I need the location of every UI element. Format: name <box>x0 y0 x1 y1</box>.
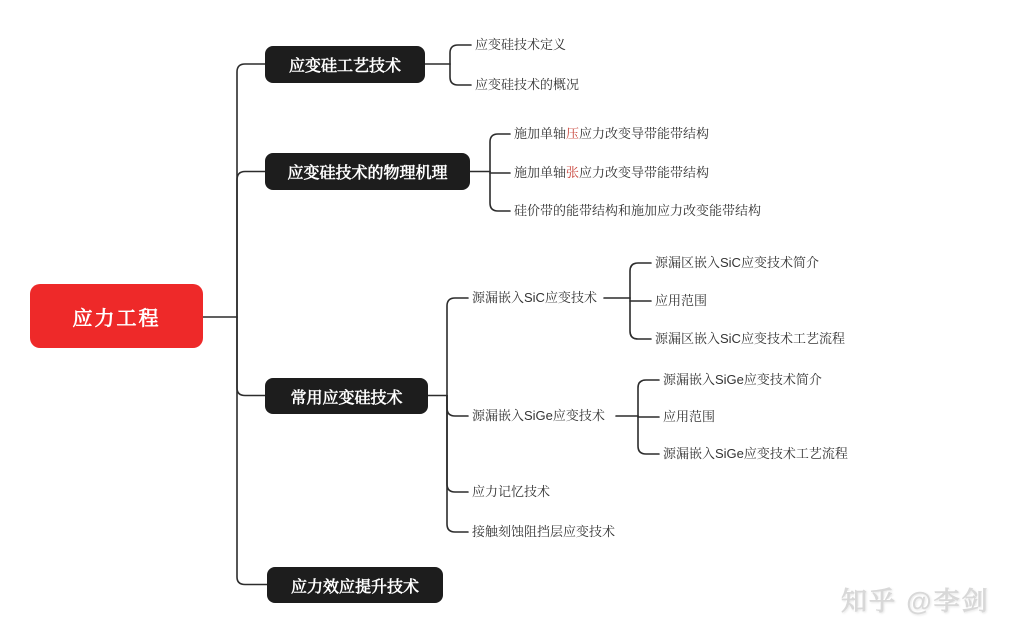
leaf-sic-process-flow: 源漏区嵌入SiC应变技术工艺流程 <box>655 331 845 347</box>
leaf-sige-intro: 源漏嵌入SiGe应变技术简介 <box>663 372 822 388</box>
branch-node-physical-mechanism: 应变硅技术的物理机理 <box>265 153 470 190</box>
branch-node-strained-si-process: 应变硅工艺技术 <box>265 46 425 83</box>
leaf-uniaxial-compressive-stress <box>514 126 709 142</box>
leaf-uniaxial-tensile-stress <box>514 165 709 181</box>
leaf-strained-si-overview: 应变硅技术的概况 <box>475 77 580 93</box>
leaf-sic-intro: 源漏区嵌入SiC应变技术简介 <box>655 255 819 271</box>
leaf-text-post: 应力改变导带能带结构 <box>579 126 710 142</box>
leaf-contact-etch-stop-layer: 接触刻蚀阻挡层应变技术 <box>472 524 616 540</box>
sige-connectors <box>616 380 659 454</box>
branch-node-stress-enhancement: 应力效应提升技术 <box>267 567 443 603</box>
leaf-strained-si-definition: 应变硅技术定义 <box>475 37 567 53</box>
leaf-sige-application-scope: 应用范围 <box>663 409 716 425</box>
branch3-connectors <box>428 298 468 532</box>
node-sic-embedded-technique: 源漏嵌入SiC应变技术 <box>472 290 597 306</box>
watermark-zhihu-author: 知乎 @李剑 <box>841 586 990 616</box>
leaf-sic-application-scope: 应用范围 <box>655 293 708 309</box>
node-sige-embedded-technique: 源漏嵌入SiGe应变技术 <box>472 408 605 424</box>
leaf-text-pre: 施加单轴 <box>514 126 567 142</box>
leaf-sige-process-flow: 源漏嵌入SiGe应变技术工艺流程 <box>663 446 848 462</box>
leaf-text-pre: 施加单轴 <box>514 165 567 181</box>
branch2-connectors <box>470 134 510 211</box>
root-trunk-connectors <box>203 64 267 585</box>
branch1-connectors <box>425 45 471 85</box>
sic-connectors <box>604 263 651 339</box>
leaf-text-post: 应力改变导带能带结构 <box>579 165 710 181</box>
branch-node-common-techniques: 常用应变硅技术 <box>265 378 428 414</box>
leaf-stress-memory-technique: 应力记忆技术 <box>472 484 551 500</box>
root-node-stress-engineering: 应力工程 <box>30 284 203 348</box>
leaf-text-highlight: 压 <box>566 126 580 142</box>
leaf-text-highlight: 张 <box>566 165 580 181</box>
leaf-valence-band-structure: 硅价带的能带结构和施加应力改变能带结构 <box>514 203 762 219</box>
